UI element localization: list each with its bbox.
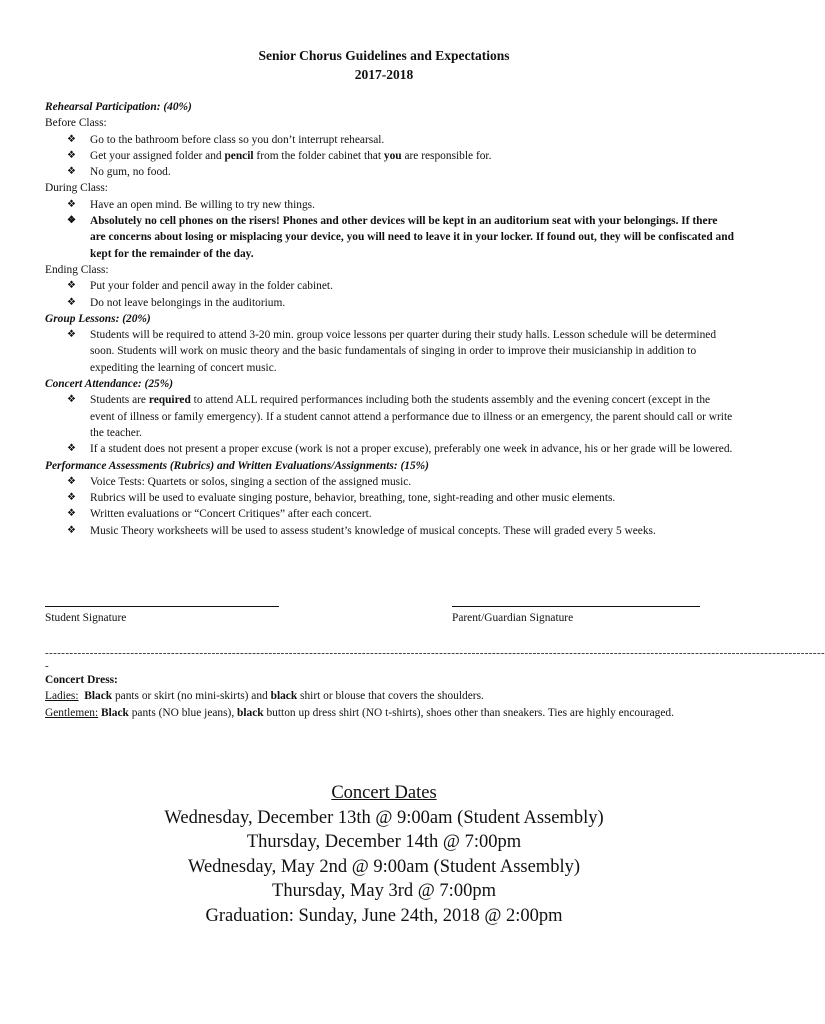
list-item xyxy=(45,132,735,148)
concert-date: Wednesday, May 2nd @ 9:00am (Student Assembly) xyxy=(187,856,580,877)
before-class-label: Before Class: xyxy=(45,117,107,130)
gentlemen-dress-line: Gentlemen: Black pants (NO blue jeans), black button up dress shirt (NO t-shirts), shoes other than sneakers. Ties are highly encouraged. xyxy=(45,706,674,719)
parent-signature-line[interactable] xyxy=(452,606,700,607)
concert-dress-heading: Concert Dress: xyxy=(45,674,118,686)
diamond-bullet-icon: ❖ xyxy=(67,524,76,536)
cut-divider: ------------------------------------------------------------------------------------------------------------------------------------------------------------------------------------------------ xyxy=(45,647,825,659)
concert-date: Wednesday, December 13th @ 9:00am (Student Assembly) xyxy=(164,807,604,828)
concert-date: Thursday, December 14th @ 7:00pm xyxy=(246,832,522,852)
concert-date: Thursday, May 3rd @ 7:00pm xyxy=(272,881,496,901)
diamond-bullet-icon: ❖ xyxy=(67,329,76,341)
list-item xyxy=(45,327,735,376)
group-lessons-heading: Group Lessons: (20%) xyxy=(45,312,151,325)
list-item xyxy=(45,392,735,441)
rehearsal-heading: Rehearsal Participation: (40%) xyxy=(45,101,192,113)
concert-dress-section xyxy=(45,672,735,721)
ending-class-label: Ending Class: xyxy=(45,263,109,276)
list-item xyxy=(45,278,735,294)
student-signature-line[interactable] xyxy=(45,606,279,607)
cut-divider-tail: - xyxy=(45,660,49,672)
diamond-bullet-icon: ❖ xyxy=(67,149,76,161)
list-item xyxy=(45,441,735,457)
diamond-bullet-icon: ❖ xyxy=(67,133,76,145)
list-item xyxy=(45,164,735,180)
list-item-text: If a student does not present a proper excuse (work is not a proper excuse), preferably one week in advance, his or her grade will be lowered. xyxy=(90,443,733,456)
diamond-bullet-icon: ❖ xyxy=(67,492,76,504)
diamond-bullet-icon: ❖ xyxy=(67,215,76,227)
diamond-bullet-icon: ❖ xyxy=(67,508,76,520)
diamond-bullet-icon: ❖ xyxy=(67,443,76,455)
during-class-label: During Class: xyxy=(45,182,108,195)
list-item-text: Voice Tests: Quartets or solos, singing a section of the assigned music. xyxy=(90,475,412,488)
list-item-text: Do not leave belongings in the auditorium. xyxy=(90,296,286,309)
concert-dates-section xyxy=(0,781,768,928)
ladies-dress-line: Ladies: Black pants or skirt (no mini-skirts) and black shirt or blouse that covers the shoulders. xyxy=(45,690,484,703)
list-item-text: Get your assigned folder and pencil from the folder cabinet that you are responsible for. xyxy=(90,149,492,162)
diamond-bullet-icon: ❖ xyxy=(67,198,76,210)
concert-dates-heading: Concert Dates xyxy=(331,783,437,803)
document-title: Senior Chorus Guidelines and Expectations xyxy=(258,48,510,63)
list-item xyxy=(45,295,735,311)
list-item-text: Rubrics will be used to evaluate singing posture, behavior, breathing, tone, sight-reading and other music elements. xyxy=(90,492,616,505)
list-item-text: Go to the bathroom before class so you don’t interrupt rehearsal. xyxy=(90,133,385,146)
list-item xyxy=(45,523,735,539)
list-item-text: No gum, no food. xyxy=(90,166,171,179)
list-item xyxy=(45,148,735,164)
diamond-bullet-icon: ❖ xyxy=(67,280,76,292)
list-item-text: Students will be required to attend 3-20 min. group voice lessons per quarter during their study halls. Lesson schedule will be determined soon. Students will work on music theory and the basic fundamentals of singing in order to improve their musicianship in addition to expediting the learning of concert music. xyxy=(90,329,717,374)
list-item xyxy=(45,490,735,506)
list-item xyxy=(45,197,735,213)
list-item xyxy=(45,213,735,262)
list-item-text: Put your folder and pencil away in the folder cabinet. xyxy=(90,280,333,293)
parent-signature-label: Parent/Guardian Signature xyxy=(452,612,574,624)
list-item xyxy=(45,474,735,490)
student-signature-label: Student Signature xyxy=(45,612,127,624)
assessments-heading: Performance Assessments (Rubrics) and Written Evaluations/Assignments: (15%) xyxy=(45,459,429,472)
concert-date: Graduation: Sunday, June 24th, 2018 @ 2:00pm xyxy=(205,905,563,926)
list-item-text: Students are required to attend ALL required performances including both the students assembly and the evening concert (except in the event of illness or family emergency). If a student cannot attend a performance due to illness or an emergency, the parent should call or write the teacher. xyxy=(90,394,733,439)
list-item xyxy=(45,506,735,522)
signature-area xyxy=(0,600,768,640)
diamond-bullet-icon: ❖ xyxy=(67,394,76,406)
document-year: 2017-2018 xyxy=(354,67,414,82)
diamond-bullet-icon: ❖ xyxy=(67,166,76,178)
guidelines-body xyxy=(45,99,735,539)
diamond-bullet-icon: ❖ xyxy=(67,296,76,308)
diamond-bullet-icon: ❖ xyxy=(67,475,76,487)
list-item-text: Absolutely no cell phones on the risers! Phones and other devices will be kept in an auditorium seat with your belongings. If there are concerns about losing or misplacing your device, you will need to leave it in your locker. If found out, they will be confiscated and kept for the remainder of the day. xyxy=(90,215,734,260)
list-item-text: Have an open mind. Be willing to try new things. xyxy=(90,198,315,211)
list-item-text: Music Theory worksheets will be used to assess student’s knowledge of musical concepts. These will graded every 5 weeks. xyxy=(90,524,656,537)
concert-attendance-heading: Concert Attendance: (25%) xyxy=(45,378,174,391)
list-item-text: Written evaluations or “Concert Critiques” after each concert. xyxy=(90,508,372,521)
